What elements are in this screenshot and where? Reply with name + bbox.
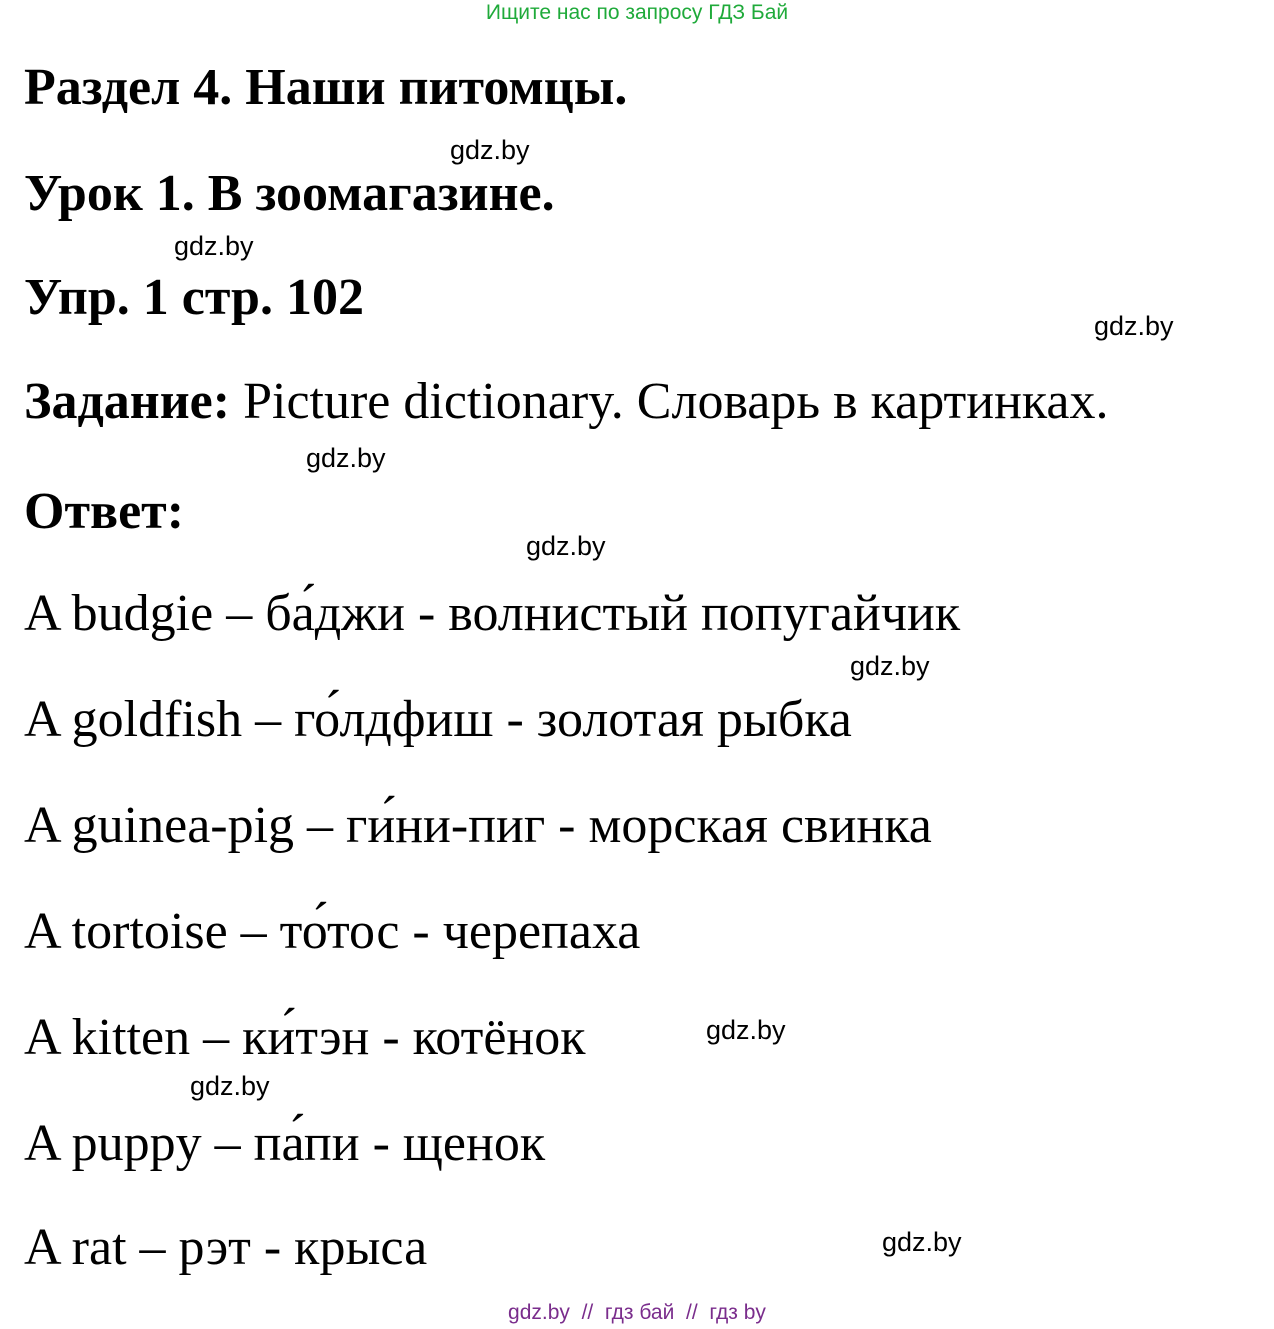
watermark: gdz.by (1094, 311, 1174, 341)
vocab-entry-rat: A rat – рэт - крыса (24, 1219, 428, 1276)
watermark: gdz.by (526, 531, 606, 561)
watermark: gdz.by (174, 231, 254, 261)
vocab-entry-budgie: A budgie – ба́джи - волнистый попугайчик (24, 585, 961, 642)
vocab-entry-guinea-pig: A guinea-pig – ги́ни-пиг - морская свинка (24, 797, 932, 854)
watermark: gdz.by (706, 1015, 786, 1045)
watermark: gdz.by (450, 135, 530, 165)
vocab-entry-kitten: A kitten – ки́тэн - котёнок (24, 1009, 586, 1066)
lesson-title: Урок 1. В зоомагазине. (24, 165, 555, 222)
exercise-title: Упр. 1 стр. 102 (24, 269, 364, 326)
task-text: Picture dictionary. Словарь в картинках. (230, 373, 1109, 430)
section-title: Раздел 4. Наши питомцы. (24, 59, 628, 116)
vocab-entry-tortoise: A tortoise – то́тос - черепаха (24, 903, 641, 960)
watermark: gdz.by (882, 1227, 962, 1257)
vocab-entry-goldfish: A goldfish – го́лдфиш - золотая рыбка (24, 691, 852, 748)
vocab-entry-puppy: A puppy – па́пи - щенок (24, 1115, 546, 1172)
footer-links: gdz.by // гдз бай // гдз by (508, 1301, 766, 1324)
watermark: gdz.by (190, 1071, 270, 1101)
watermark: gdz.by (850, 651, 930, 681)
answer-label: Ответ: (24, 483, 185, 540)
watermark: gdz.by (306, 443, 386, 473)
top-banner: Ищите нас по запросу ГДЗ Бай (485, 1, 789, 24)
task-line (24, 372, 1108, 432)
task-label: Задание: (24, 373, 231, 430)
